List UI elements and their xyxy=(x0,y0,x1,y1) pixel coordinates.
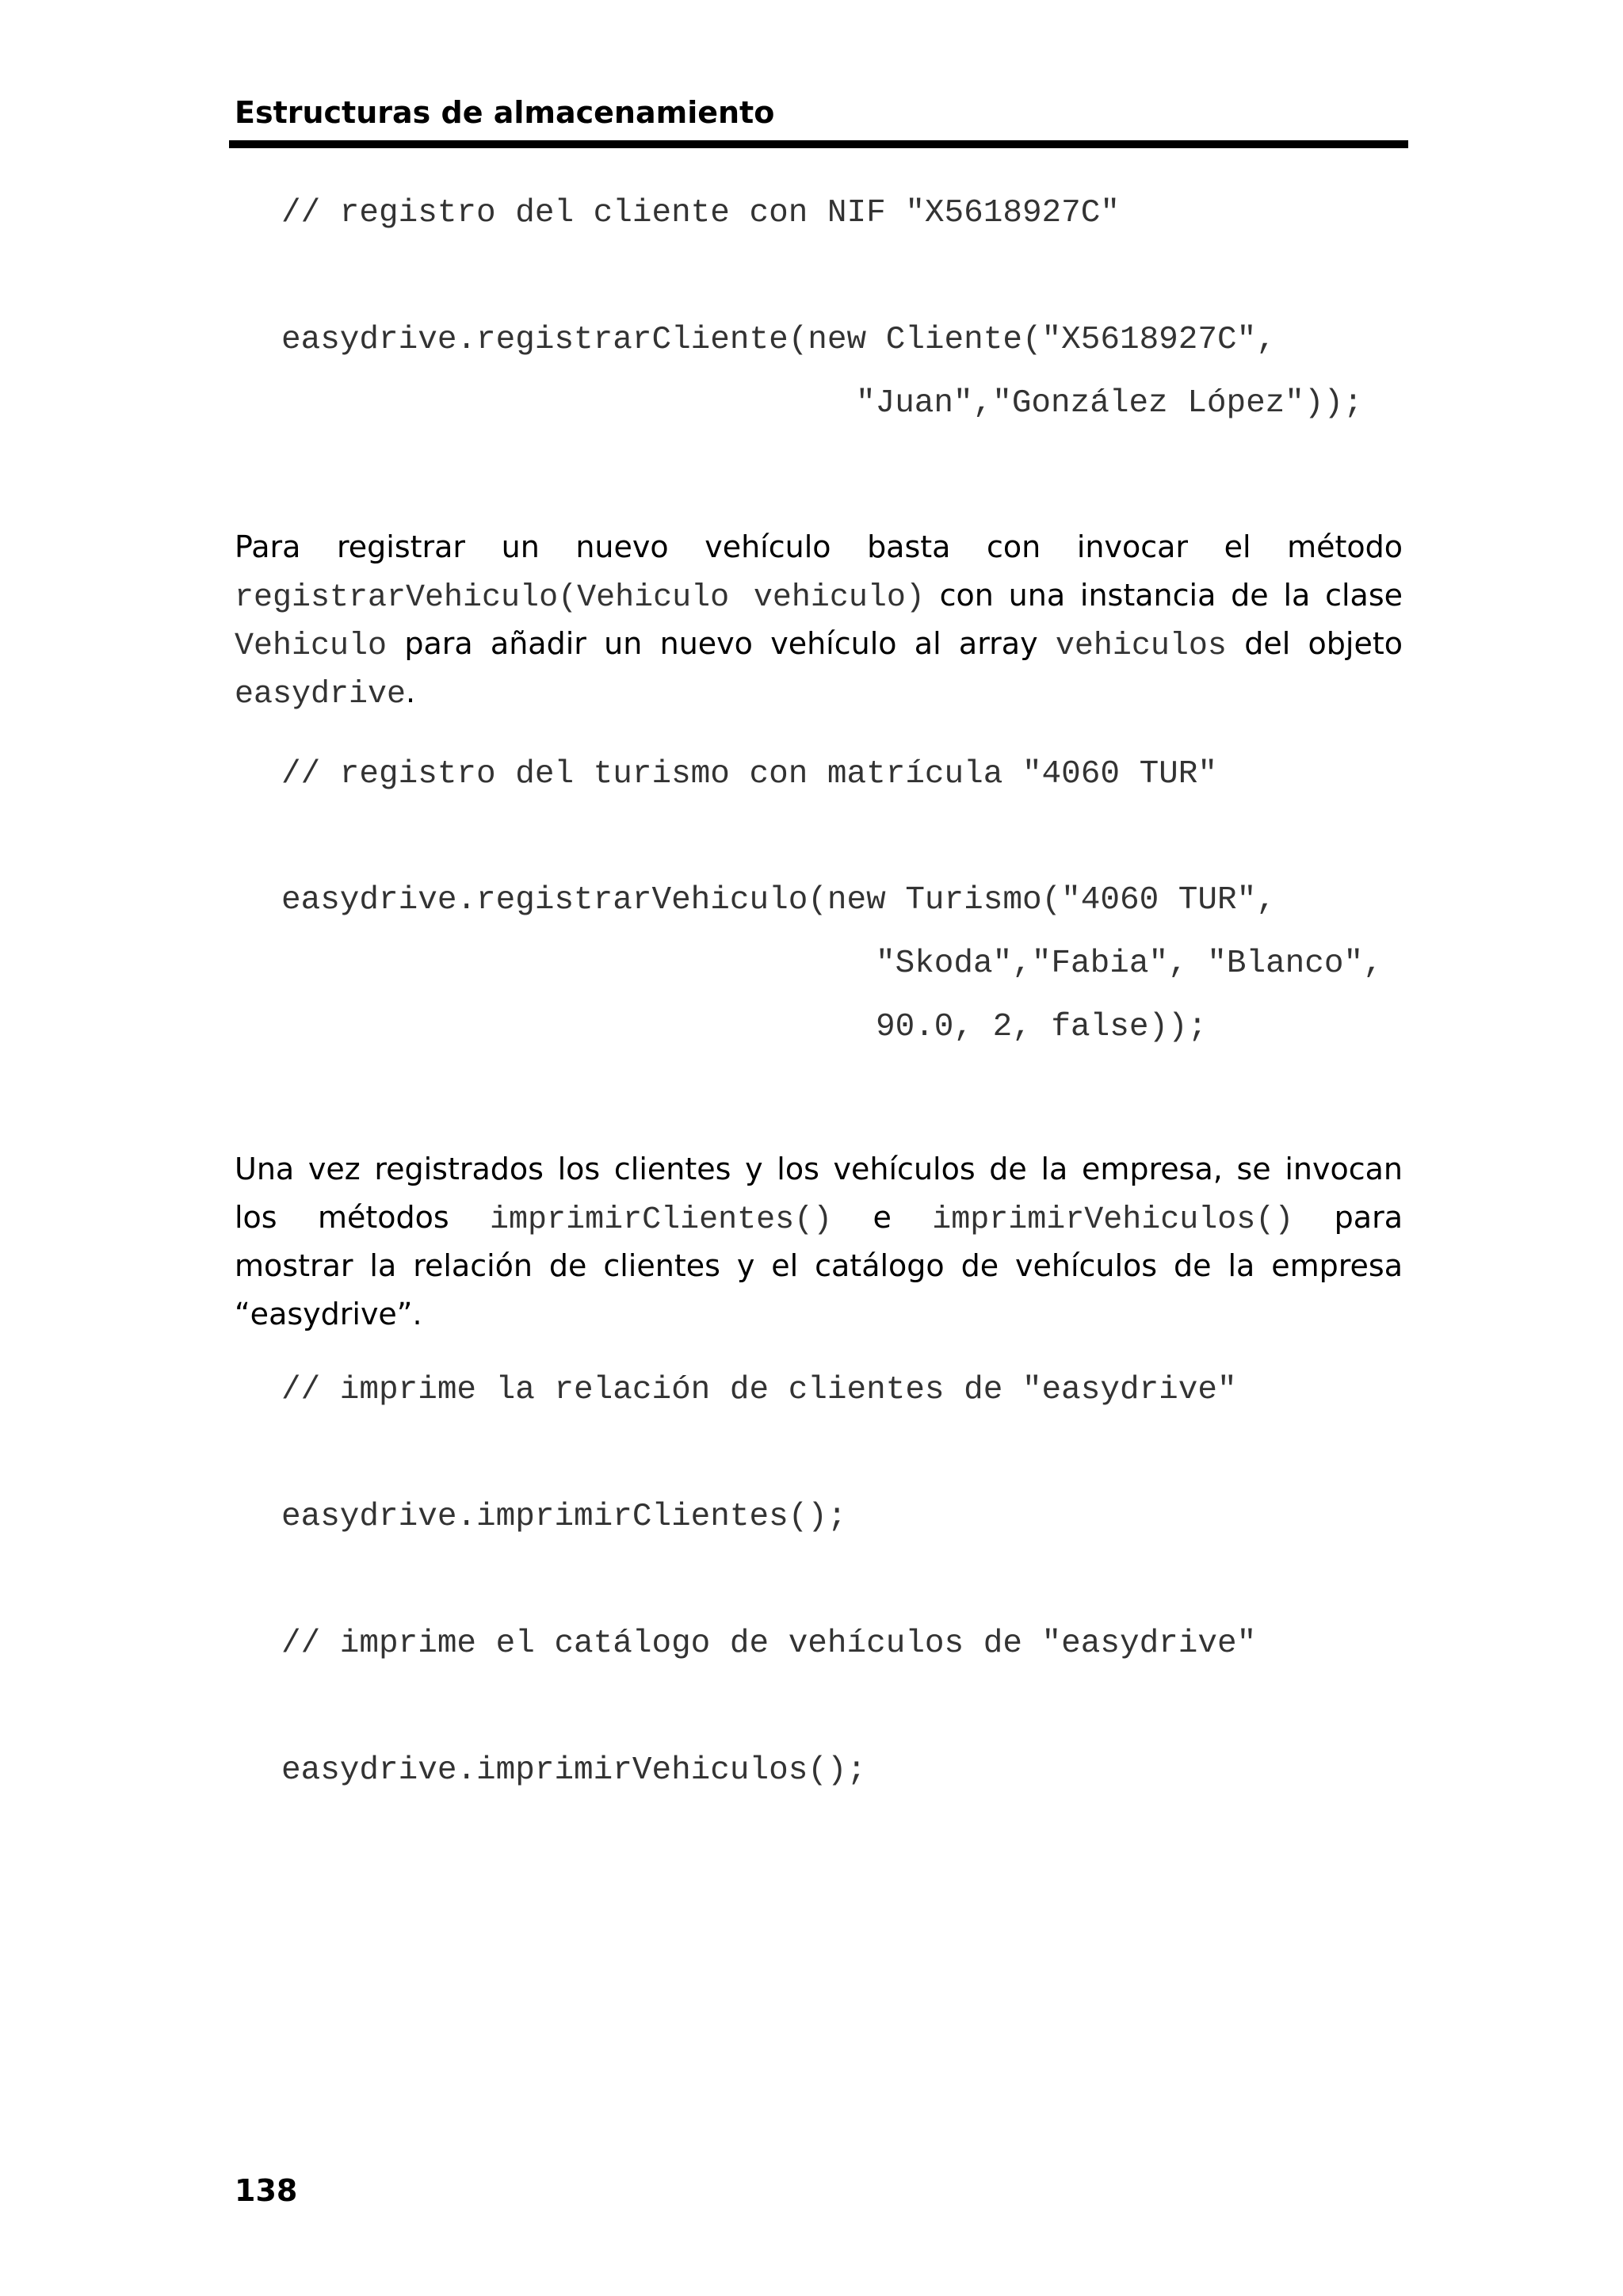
paragraph-registrar-vehiculo xyxy=(235,523,1403,716)
paragraph-text: para xyxy=(1293,1200,1403,1235)
code-registrar-cliente-line-2: "Juan","González López")); xyxy=(856,385,1363,422)
paragraph-text: Una vez registrados los clientes y los vehículos de la empresa, se invocan xyxy=(235,1152,1403,1186)
paragraph-text: del objeto xyxy=(1226,626,1403,661)
paragraph-text: e xyxy=(832,1200,933,1235)
code-imprimir-clientes: easydrive.imprimirClientes(); xyxy=(281,1499,847,1535)
code-comment-turismo: // registro del turismo con matrícula "4060 TUR" xyxy=(281,756,1217,793)
code-registrar-cliente-line-1: easydrive.registrarCliente(new Cliente("X5618927C", xyxy=(281,322,1276,358)
page-number: 138 xyxy=(235,2173,298,2208)
paragraph-line xyxy=(235,1194,1403,1242)
paragraph-line xyxy=(235,1242,1403,1290)
paragraph-text: Para registrar un nuevo vehículo basta con invocar el método xyxy=(235,529,1403,564)
paragraph-line xyxy=(235,571,1403,620)
paragraph-line xyxy=(235,523,1403,571)
inline-code-array: vehiculos xyxy=(1055,628,1227,664)
paragraph-text: mostrar la relación de clientes y el catálogo de vehículos de la empresa xyxy=(235,1248,1403,1283)
paragraph-text: con una instancia de la clase xyxy=(924,578,1403,613)
running-header-title: Estructuras de almacenamiento xyxy=(235,95,775,130)
inline-code-object: easydrive xyxy=(235,677,407,712)
paragraph-line xyxy=(235,620,1403,668)
inline-code-class: Vehiculo xyxy=(235,628,388,664)
inline-code-method: imprimirVehiculos() xyxy=(932,1202,1294,1238)
code-comment-imprimir-clientes: // imprime la relación de clientes de "easydrive" xyxy=(281,1372,1237,1408)
paragraph-text: para añadir un nuevo vehículo al array xyxy=(387,626,1056,661)
code-registrar-vehiculo-line-3: 90.0, 2, false)); xyxy=(876,1009,1208,1045)
code-registrar-vehiculo-line-1: easydrive.registrarVehiculo(new Turismo("4060 TUR", xyxy=(281,882,1276,919)
code-imprimir-vehiculos: easydrive.imprimirVehiculos(); xyxy=(281,1752,867,1789)
paragraph-text: “easydrive”. xyxy=(235,1297,422,1331)
paragraph-line xyxy=(235,668,1403,716)
code-comment-imprimir-vehiculos: // imprime el catálogo de vehículos de "easydrive" xyxy=(281,1626,1257,1662)
paragraph-line xyxy=(235,1290,1403,1339)
paragraph-text: . xyxy=(406,674,416,709)
paragraph-text: los métodos xyxy=(235,1200,491,1235)
inline-code-method: registrarVehiculo(Vehiculo vehiculo) xyxy=(235,580,925,616)
paragraph-line xyxy=(235,1145,1403,1194)
code-comment-cliente: // registro del cliente con NIF "X5618927C" xyxy=(281,195,1120,231)
paragraph-imprimir xyxy=(235,1145,1403,1339)
code-registrar-vehiculo-line-2: "Skoda","Fabia", "Blanco", xyxy=(876,946,1383,982)
header-rule xyxy=(229,140,1408,148)
inline-code-method: imprimirClientes() xyxy=(490,1202,833,1238)
